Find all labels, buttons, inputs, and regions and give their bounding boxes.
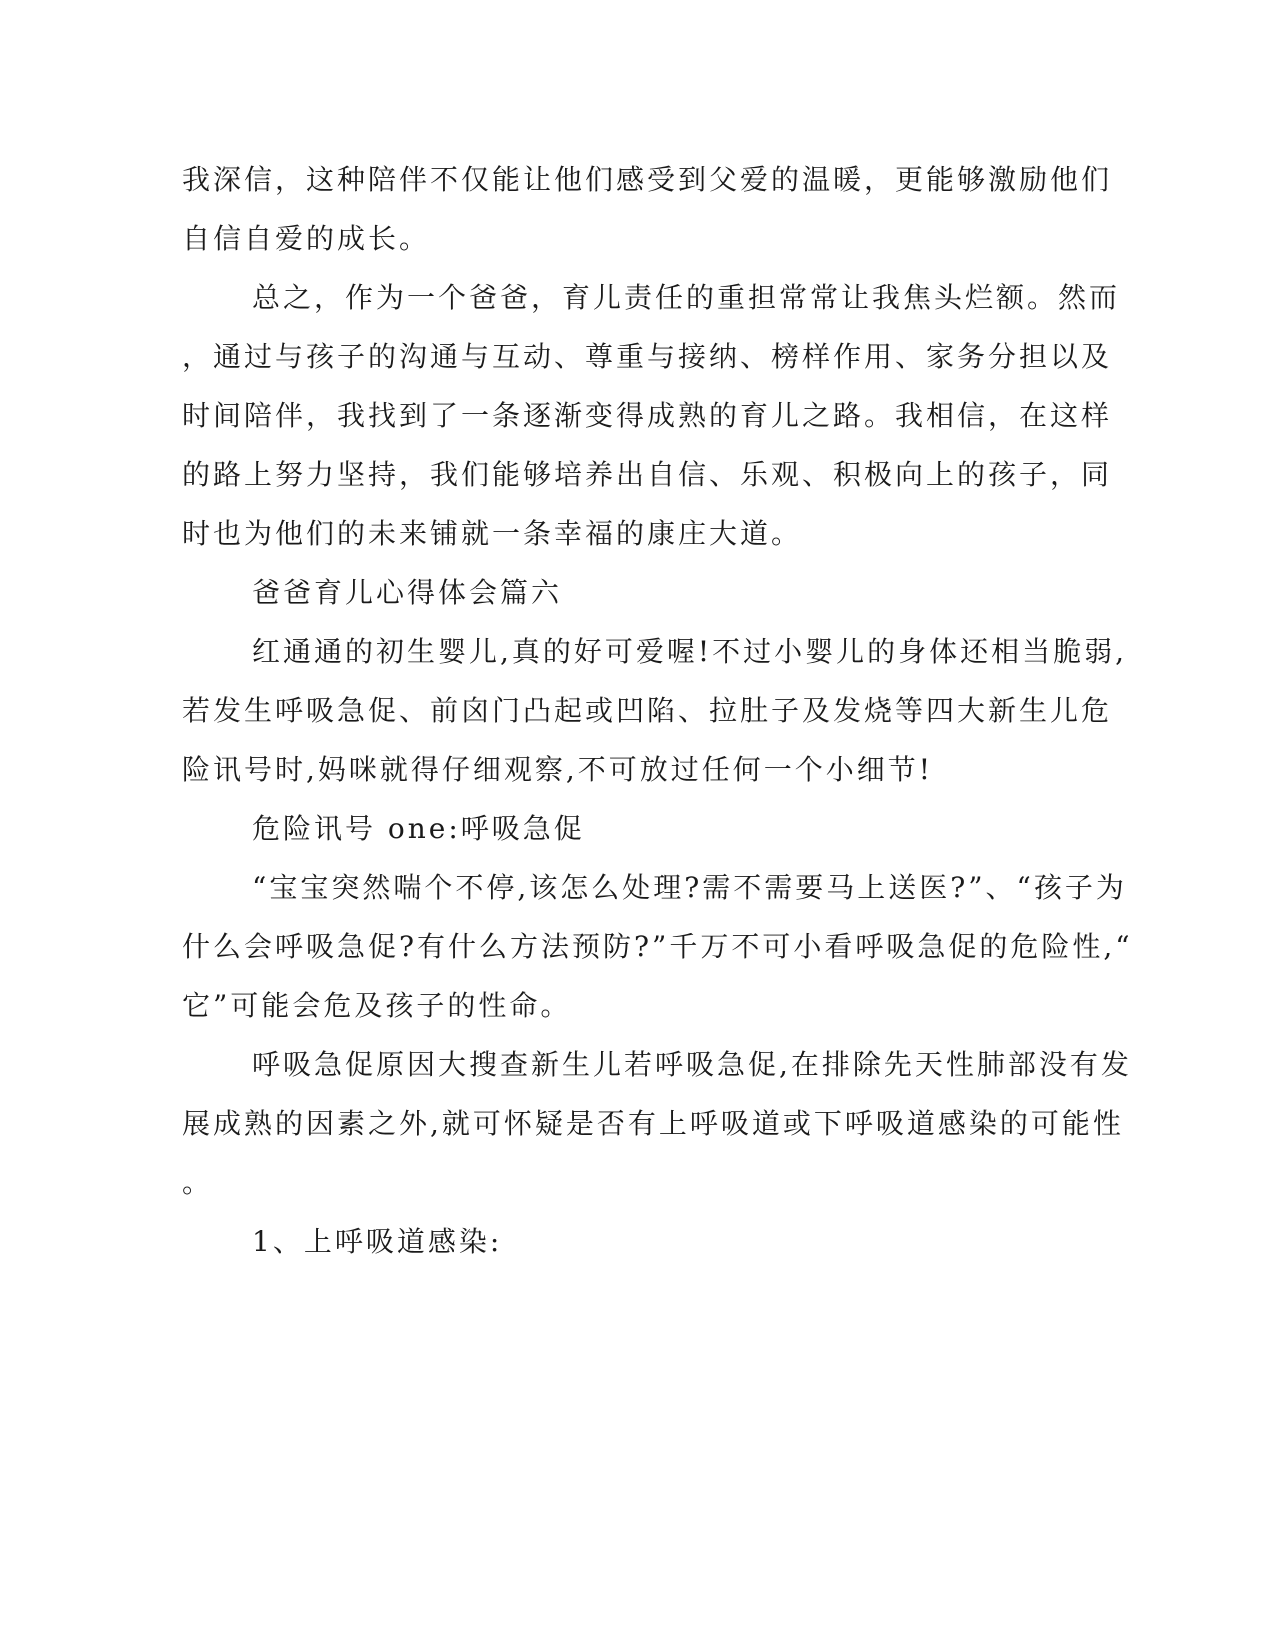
text-line: ，通过与孩子的沟通与互动、尊重与接纳、榜样作用、家务分担以及 [182, 340, 1113, 373]
text-line: 险讯号时,妈咪就得仔细观察,不可放过任何一个小细节! [182, 753, 934, 786]
text-line: “宝宝突然喘个不停,该怎么处理?需不需要马上送医?”、“孩子为 [252, 871, 1127, 904]
text-line: 呼吸急促原因大搜查新生儿若呼吸急促,在排除先天性肺部没有发 [252, 1048, 1132, 1081]
text-line: 总之，作为一个爸爸，育儿责任的重担常常让我焦头烂额。然而 [252, 281, 1121, 314]
text-line: 。 [182, 1166, 214, 1199]
text-line: 的路上努力坚持，我们能够培养出自信、乐观、积极向上的孩子，同 [182, 458, 1113, 491]
subheading: 危险讯号 one:呼吸急促 [252, 812, 585, 845]
text-line: 红通通的初生婴儿,真的好可爱喔!不过小婴儿的身体还相当脆弱, [252, 635, 1128, 668]
section-heading: 爸爸育儿心得体会篇六 [252, 576, 563, 609]
text-line: 它”可能会危及孩子的性命。 [182, 989, 572, 1022]
text-line: 时也为他们的未来铺就一条幸福的康庄大道。 [182, 517, 803, 550]
list-item-heading: 1、上呼吸道感染: [252, 1225, 503, 1258]
text-line: 我深信，这种陪伴不仅能让他们感受到父爱的温暖，更能够激励他们 [182, 163, 1113, 196]
text-line: 若发生呼吸急促、前囟门凸起或凹陷、拉肚子及发烧等四大新生儿危 [182, 694, 1113, 727]
text-line: 自信自爱的成长。 [182, 222, 431, 255]
text-line: 展成熟的因素之外,就可怀疑是否有上呼吸道或下呼吸道感染的可能性 [182, 1107, 1124, 1140]
text-line: 什么会呼吸急促?有什么方法预防?”千万不可小看呼吸急促的危险性,“ [182, 930, 1133, 963]
text-line: 时间陪伴，我找到了一条逐渐变得成熟的育儿之路。我相信，在这样 [182, 399, 1113, 432]
